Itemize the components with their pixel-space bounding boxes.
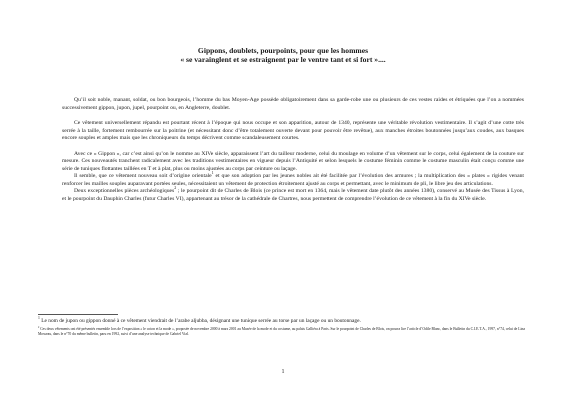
paragraph-5-text-a: Deux exceptionnelles pièces archéologiques bbox=[74, 188, 175, 194]
footnote-2-text: Ces deux vêtements ont été présentés ensemble lors de l’exposition « le coton et la mode », proposée de novembre 2000 à mars 2001 au Musée de la mode et du costume, au palais Galliéra à Paris. Sur le pourpoint de Charles de Blois, on pourra lire l’article d’Odile Blanc, dans le Bulletin du C.I.E.T.A., 1997, n°74, celui de Lina Mosseau, dans le n°70 du même bulletin, paru en 1992, suivi d’une analyse technique de Gabriel Vial. bbox=[38, 326, 525, 336]
page-number: 1 bbox=[281, 369, 285, 375]
paragraph-1: Qu’il soit noble, manant, soldat, ou bon bourgeois, l’homme du bas Moyen-Age possède obligatoirement dans sa garde-robe une ou plusieurs de ces vestes raides et étriquées que l’on a nommées successivement gippon, jupon, jupel, pourpoint ou, en Angleterre, doublet. bbox=[62, 97, 524, 111]
document-body bbox=[62, 97, 524, 203]
paragraph-5 bbox=[62, 185, 524, 203]
footnote-2-mark: 2 bbox=[38, 325, 40, 329]
document-title-line-2: « se varainglent et se estraignent par le ventre tant et si fort ».... bbox=[180, 55, 386, 64]
footnote-1-text: Le nom de jupon ou gippon donné à ce vêtement viendrait de l’arabe aljubba, désignant une tunique serrée au torse par un laçage ou un boutonnage. bbox=[41, 318, 361, 324]
footnotes-section bbox=[38, 314, 538, 337]
paragraph-5-text-b: ; le pourpoint dit de Charles de Blois (ce prince est mort en 1364, mais le vêtement date plutôt des années 1380), conservé au Musée des Tissus à Lyon, et le pourpoint du Dauphin Charles (futur Charles VI), appartenant au trésor de la cathédrale de Chartres, nous permettent de comprendre l’évolution de ce vêtement à la fin du XIVe siècle. bbox=[62, 188, 524, 202]
document-title-line-1: Gippons, doublets, pourpoints, pour que les hommes bbox=[197, 46, 369, 55]
paragraph-4-text-b: et que son adoption par les jeunes nobles ait été facilitée par l’évolution des armures ; la multiplication des « plates » rigides venant renforcer les mailles souples auparavant portées seules, nécessitaient un vêtement de protection étroitement ajusté au corps et permettant, avec le minimum de pli, le libre jeu des articulations. bbox=[62, 173, 524, 187]
paragraph-2: Ce vêtement universellement répandu est pourtant récent à l’époque qui nous occupe et son apparition, autour de 1340, représente une véritable révolution vestimentaire. Il s’agit d’une cotte très serrée à la taille, fortement rembourrée sur la poitrine (et nécessitant donc d’être totalement ouverte devant pour pouvoir être revêtue), aux manches étroites boutonnées jusqu’aux coudes, aux basques encore souples et amples mais que les chroniqueurs du temps décrivent comme scandaleusement courtes. bbox=[62, 120, 524, 141]
footnote-ref-2[interactable]: 2 bbox=[174, 185, 177, 191]
footnote-2 bbox=[38, 327, 538, 337]
footnote-1-mark: 1 bbox=[38, 316, 40, 321]
paragraph-4-text-a: Il semble, que ce vêtement nouveau soit d’origine orientale bbox=[74, 173, 212, 179]
footnote-1 bbox=[38, 316, 538, 329]
footnote-ref-1[interactable]: 1 bbox=[211, 170, 214, 176]
paragraph-3: Avec ce « Gippon », car c’est ainsi qu’on le nomme au XIVe siècle, apparaissent l’art du tailleur moderne, celui du moulage en volume d’un vêtement sur le corps, celui également de la couture sur mesure. Ces nouveautés tranchent radicalement avec les traditions vestimentaires en vigueur depuis l’Antiquité et selon lesquels le costume féminin comme le costume masculin était conçu comme une série de tuniques flottantes taillées en T et à plat, plus ou moins ajustées au corps par ceinture ou laçage. bbox=[62, 150, 524, 172]
footnote-separator bbox=[38, 314, 118, 315]
